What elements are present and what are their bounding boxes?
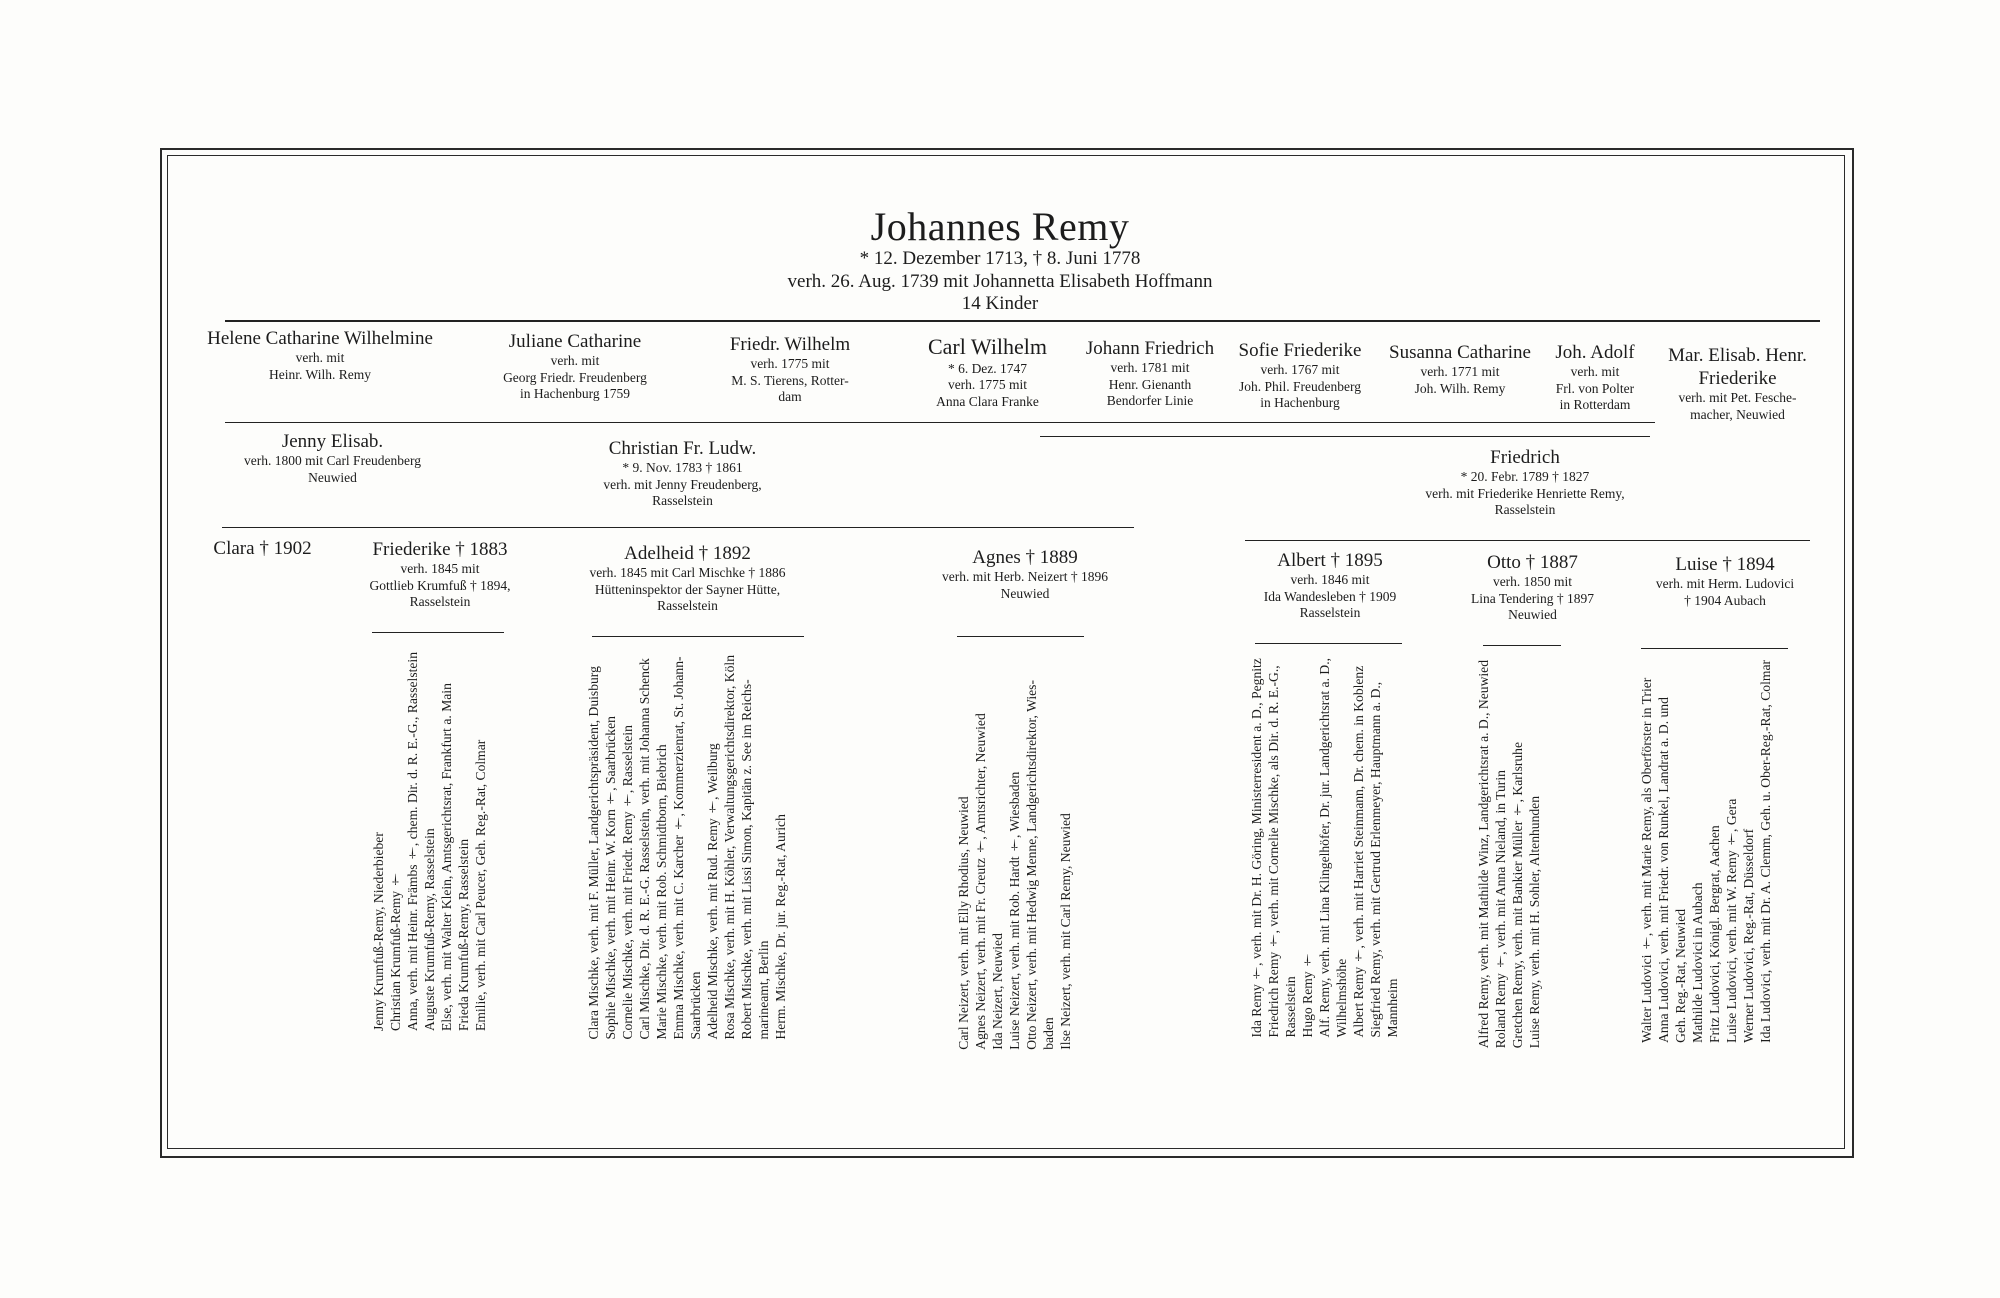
gen3-rule-left [222, 527, 1134, 528]
gen4-rule-otto [1483, 645, 1561, 646]
gen1-joh-adolf: Joh. Adolf verh. mit Frl. von Polter in Rotterdam [1555, 342, 1635, 413]
gen3-otto: Otto † 1887 verh. 1850 mit Lina Tendering † 1897 Neuwied [1471, 552, 1594, 623]
gen1-rule [225, 320, 1820, 322]
gen4-rule-agnes [957, 636, 1084, 637]
gen3-clara: Clara † 1902 [213, 538, 312, 559]
gen3-adelheid: Adelheid † 1892 verh. 1845 mit Carl Mischke † 1886 Hütteninspektor der Sayner Hütte, Rasselstein [589, 543, 786, 614]
gen1-johann-friedrich: Johann Friedrich verh. 1781 mit Henr. Gienanth Bendorfer Linie [1085, 338, 1215, 409]
gen4-rule-friederike [372, 632, 504, 633]
gen1-juliane: Juliane Catharine verh. mit Georg Friedr. Freudenberg in Hachenburg 1759 [503, 331, 647, 402]
gen4-friederike-list: Jenny Krumfuß-Remy, Niederbieber Christian Krumfuß-Remy † Anna, verh. mit Heinr. Främbs †, chem. Dir. d. R. E.-G., Rasselstein Auguste Krumfuß-Remy, Rasselstein Else, verh. mit Walter Klein, Amtsgerichtsrat, Frankfurt a. Main Frieda Krumfuß-Remy, Rasselstein Emilie, verh. mit Carl Peucer, Geh. Reg.-Rat, Colmar [371, 652, 488, 1031]
gen3-friederike: Friederike † 1883 verh. 1845 mit Gottlieb Krumfuß † 1894, Rasselstein [369, 539, 511, 610]
gen4-albert-list: Ida Remy †, verh. mit Dr. H. Göring, Ministerresident a. D., Pegnitz Friedrich Remy †, verh. mit Cornelie Mischke, als Dir. d. R. E.-G., Rasselstein Hugo Remy † Alf. Remy, verh. mit Lina Klingelhöfer, Dr. jur. Landgerichtsrat a. D., Wilhelmshöhe Albert Remy †, verh. mit Harriet Steinmann, Dr. chem. in Koblenz Siegfried Remy, verh. mit Gertrud Erlenmeyer, Hauptmann a. D., Mannheim [1249, 658, 1400, 1038]
header-marriage: verh. 26. Aug. 1739 mit Johannetta Elisabeth Hoffmann [787, 271, 1213, 292]
gen2-christian: Christian Fr. Ludw. * 9. Nov. 1783 † 1861 verh. mit Jenny Freudenberg, Rasselstein [603, 438, 762, 509]
gen3-rule-right [1245, 540, 1810, 541]
gen4-rule-albert [1255, 643, 1402, 644]
gen1-helene: Helene Catharine Wilhelmine verh. mit Heinr. Wilh. Remy [207, 328, 433, 382]
gen2-rule-lower [1040, 436, 1650, 437]
gen1-friedr-wilhelm: Friedr. Wilhelm verh. 1775 mit M. S. Tierens, Rotter- dam [729, 334, 851, 405]
page-title: Johannes Remy [870, 204, 1130, 249]
gen4-adelheid-list: Clara Mischke, verh. mit F. Müller, Landgerichtspräsident, Duisburg Sophie Mischke, verh. mit Heinr. W. Korn †, Saarbrücken Cornelie Mischke, verh. mit Friedr. Remy †, Rasselstein Carl Mischke, Dir. d. R. E.-G. Rasselstein, verh. mit Johanna Schenck Marie Mischke, verh. mit Rob. Schmidtborn, Biebrich Emma Mischke, verh. mit C. Karcher †, Kommerzienrat, St. Johann- Saarbrücken Adelheid Mischke, verh. mit Rud. Remy †, Weilburg Rosa Mischke, verh. mit H. Köhler, Verwaltungsgerichtsdirektor, Köln Robert Mischke, verh. mit Lissi Simon, Kapitän z. See im Reichs- marineamt, Berlin Herm. Mischke, Dr. jur. Reg.-Rat, Aurich [586, 655, 788, 1040]
gen4-agnes-list: Carl Neizert, verh. mit Elly Rhodius, Neuwied Agnes Neizert, verh. mit Fr. Creutz †, Amtsrichter, Neuwied Ida Neizert, Neuwied Luise Neizert, verh. mit Rob. Hardt †, Wiesbaden Otto Neizert, verh. mit Hedwig Menne, Landgerichtsdirektor, Wies- baden Ilse Neizert, verh. mit Carl Remy, Neuwied [956, 680, 1073, 1050]
gen3-albert: Albert † 1895 verh. 1846 mit Ida Wandesleben † 1909 Rasselstein [1263, 550, 1397, 621]
header-life-dates: * 12. Dezember 1713, † 8. Juni 1778 [859, 248, 1141, 269]
gen1-sofie-friederike: Sofie Friederike verh. 1767 mit Joh. Phil. Freudenberg in Hachenburg [1238, 340, 1362, 411]
gen2-rule [225, 422, 1655, 423]
gen4-rule-luise [1641, 648, 1788, 649]
header-children-count: 14 Kinder [961, 293, 1039, 314]
gen4-otto-list: Alfred Remy, verh. mit Mathilde Winz, Landgerichtsrat a. D., Neuwied Roland Remy †, verh. mit Anna Nieland, in Turin Gretchen Remy, verh. mit Bankier Müller †, Karlsruhe Luise Remy, verh. mit H. Sohler, Altenhunden [1476, 660, 1542, 1049]
gen4-luise-list: Walter Ludovici †, verh. mit Marie Remy, als Oberförster in Trier Anna Ludovici, verh. mit Friedr. von Runkel, Landrat a. D. und Geh. Reg.-Rat, Neuwied Mathilde Ludovici in Aubach Fritz Ludovici, Königl. Bergrat, Aachen Luise Ludovici, verh. mit W. Remy †, Gera Werner Ludovici, Reg.-Rat, Düsseldorf Ida Ludovici, verh. mit Dr. A. Clemm, Geh. u. Ober-Reg.-Rat, Colmar [1639, 660, 1773, 1043]
gen2-friedrich: Friedrich * 20. Febr. 1789 † 1827 verh. mit Friederike Henriette Remy, Rasselstein [1425, 447, 1625, 518]
gen3-luise: Luise † 1894 verh. mit Herm. Ludovici † 1904 Aubach [1655, 554, 1795, 608]
gen2-jenny-elisab: Jenny Elisab. verh. 1800 mit Carl Freudenberg Neuwied [243, 431, 422, 485]
gen3-agnes: Agnes † 1889 verh. mit Herb. Neizert † 1896 Neuwied [941, 547, 1109, 601]
gen1-carl-wilhelm: Carl Wilhelm * 6. Dez. 1747 verh. 1775 mit Anna Clara Franke [927, 334, 1048, 409]
gen1-susanna-catharine: Susanna Catharine verh. 1771 mit Joh. Wilh. Remy [1389, 342, 1531, 396]
gen1-mar-elisab: Mar. Elisab. Henr. Friederike verh. mit Pet. Fesche- macher, Neuwied [1668, 345, 1807, 422]
gen4-rule-adelheid [592, 636, 804, 637]
